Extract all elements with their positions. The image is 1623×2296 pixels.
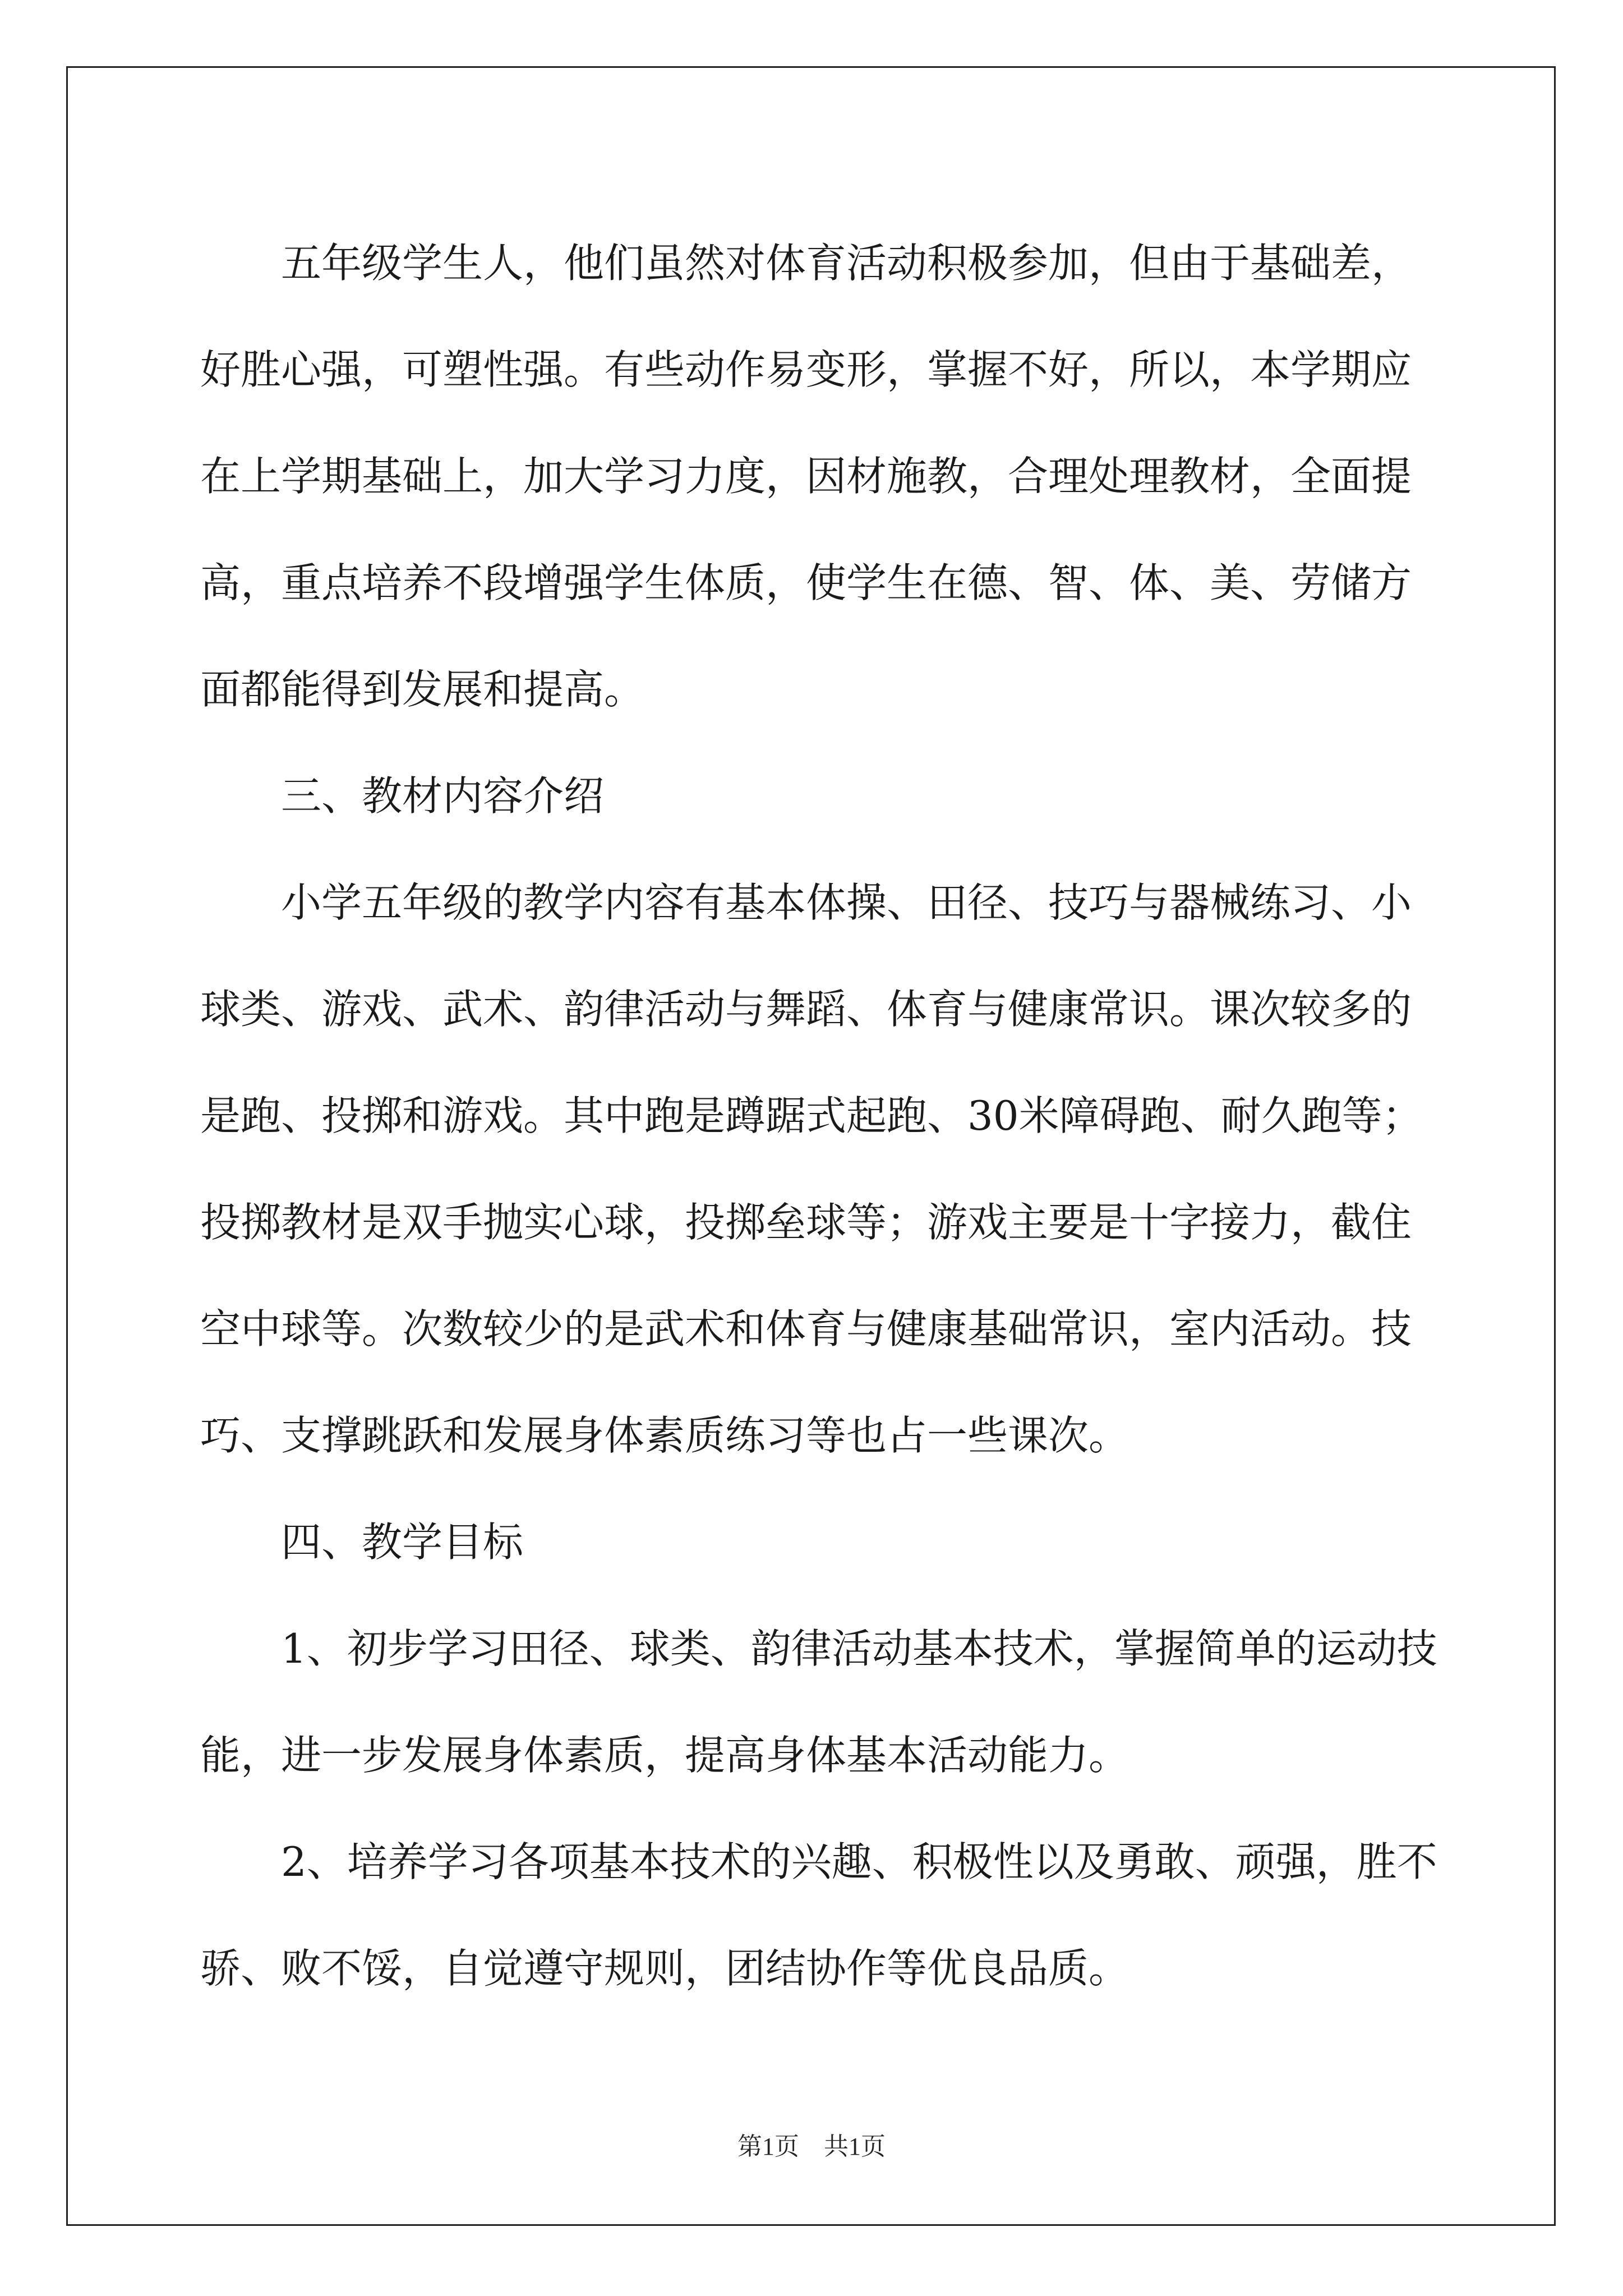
section-heading: 四、教学目标 (281, 1519, 524, 1566)
list-item-line: 2、培养学习各项基本技术的兴趣、积极性以及勇敢、顽强，胜不 (281, 1838, 1437, 1885)
paragraph-line: 五年级学生人，他们虽然对体育活动积极参加，但由于基础差， (281, 240, 1412, 287)
paragraph-line: 投掷教材是双手抛实心球，投掷垒球等；游戏主要是十字接力，截住 (200, 1199, 1412, 1246)
paragraph-line: 是跑、投掷和游戏。其中跑是蹲踞式起跑、30米障碍跑、耐久跑等； (200, 1092, 1423, 1139)
document-body (200, 210, 1437, 2022)
list-item-line: 能，进一步发展身体素质，提高身体基本活动能力。 (200, 1732, 1129, 1779)
paragraph-line: 面都能得到发展和提高。 (200, 666, 645, 713)
paragraph-line: 小学五年级的教学内容有基本体操、田径、技巧与器械练习、小 (281, 879, 1412, 926)
paragraph-line: 好胜心强，可塑性强。有些动作易变形，掌握不好，所以，本学期应 (200, 346, 1412, 393)
paragraph-line: 球类、游戏、武术、韵律活动与舞蹈、体育与健康常识。课次较多的 (200, 986, 1412, 1033)
paragraph-line: 在上学期基础上，加大学习力度，因材施教，合理处理教材，全面提 (200, 453, 1412, 500)
paragraph-line: 空中球等。次数较少的是武术和体育与健康基础常识，室内活动。技 (200, 1305, 1412, 1352)
section-heading: 三、教材内容介绍 (281, 772, 605, 820)
list-item-line: 1、初步学习田径、球类、韵律活动基本技术，掌握简单的运动技 (281, 1625, 1437, 1672)
paragraph-line: 巧、支撑跳跃和发展身体素质练习等也占一些课次。 (200, 1412, 1129, 1459)
list-item-line: 骄、败不馁，自觉遵守规则，团结协作等优良品质。 (200, 1945, 1129, 1992)
page-footer: 第1页 共1页 (737, 2133, 886, 2160)
paragraph-line: 高，重点培养不段增强学生体质，使学生在德、智、体、美、劳储方 (200, 559, 1412, 606)
